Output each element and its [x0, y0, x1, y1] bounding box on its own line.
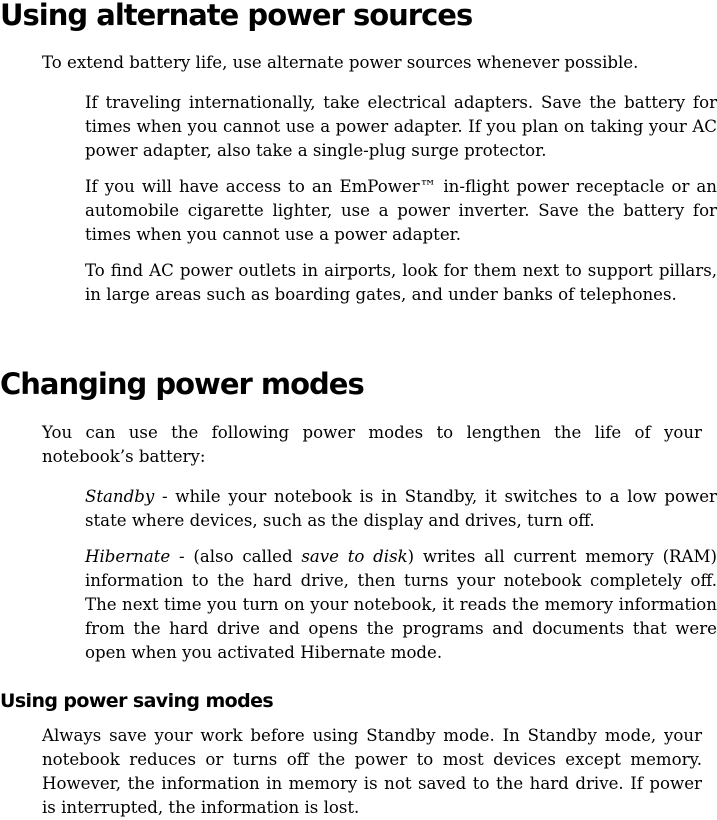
hibernate-text-b: ) writes all current memory (RAM) information to the hard drive, then turns your notebook completely off. The next time you turn on your notebook, it reads the memory information from the hard drive and opens the programs and documents that were open when you activated Hibernate mode. — [85, 547, 717, 662]
hibernate-text-a: - (also called — [170, 547, 302, 566]
section-title-alternate-power: Using alternate power sources — [0, 0, 473, 32]
hibernate-description — [85, 545, 717, 665]
standby-description — [85, 485, 717, 533]
paragraph-airport-outlets: To find AC power outlets in airports, look for them next to support pillars, in large areas such as boarding gates, and under banks of telephones. — [85, 261, 717, 304]
power-saving-body: Always save your work before using Standby mode. In Standby mode, your notebook reduces or turns off the power to most devices except memory. However, the information in memory is not saved to the hard drive. If power is interrupted, the information is lost. — [42, 726, 702, 817]
section-title-power-modes: Changing power modes — [0, 367, 364, 401]
alternate-power-intro: To extend battery life, use alternate power sources whenever possible. — [42, 53, 639, 72]
section-title-power-saving: Using power saving modes — [0, 690, 274, 712]
standby-term: Standby — [85, 487, 155, 506]
paragraph-international-travel: If traveling internationally, take electrical adapters. Save the battery for times when you cannot use a power adapter. If you plan on taking your AC power adapter, also take a single-plug surge protector. — [85, 93, 717, 160]
save-to-disk-term: save to disk — [301, 547, 408, 566]
hibernate-term: Hibernate — [85, 547, 171, 566]
power-modes-intro: You can use the following power modes to lengthen the life of your notebook’s battery: — [42, 423, 702, 466]
paragraph-inflight-power: If you will have access to an EmPower™ in-flight power receptacle or an automobile cigarette lighter, use a power inverter. Save the battery for times when you cannot use a power adapter. — [85, 177, 717, 244]
standby-text: - while your notebook is in Standby, it switches to a low power state where devices, such as the display and drives, turn off. — [85, 487, 717, 530]
